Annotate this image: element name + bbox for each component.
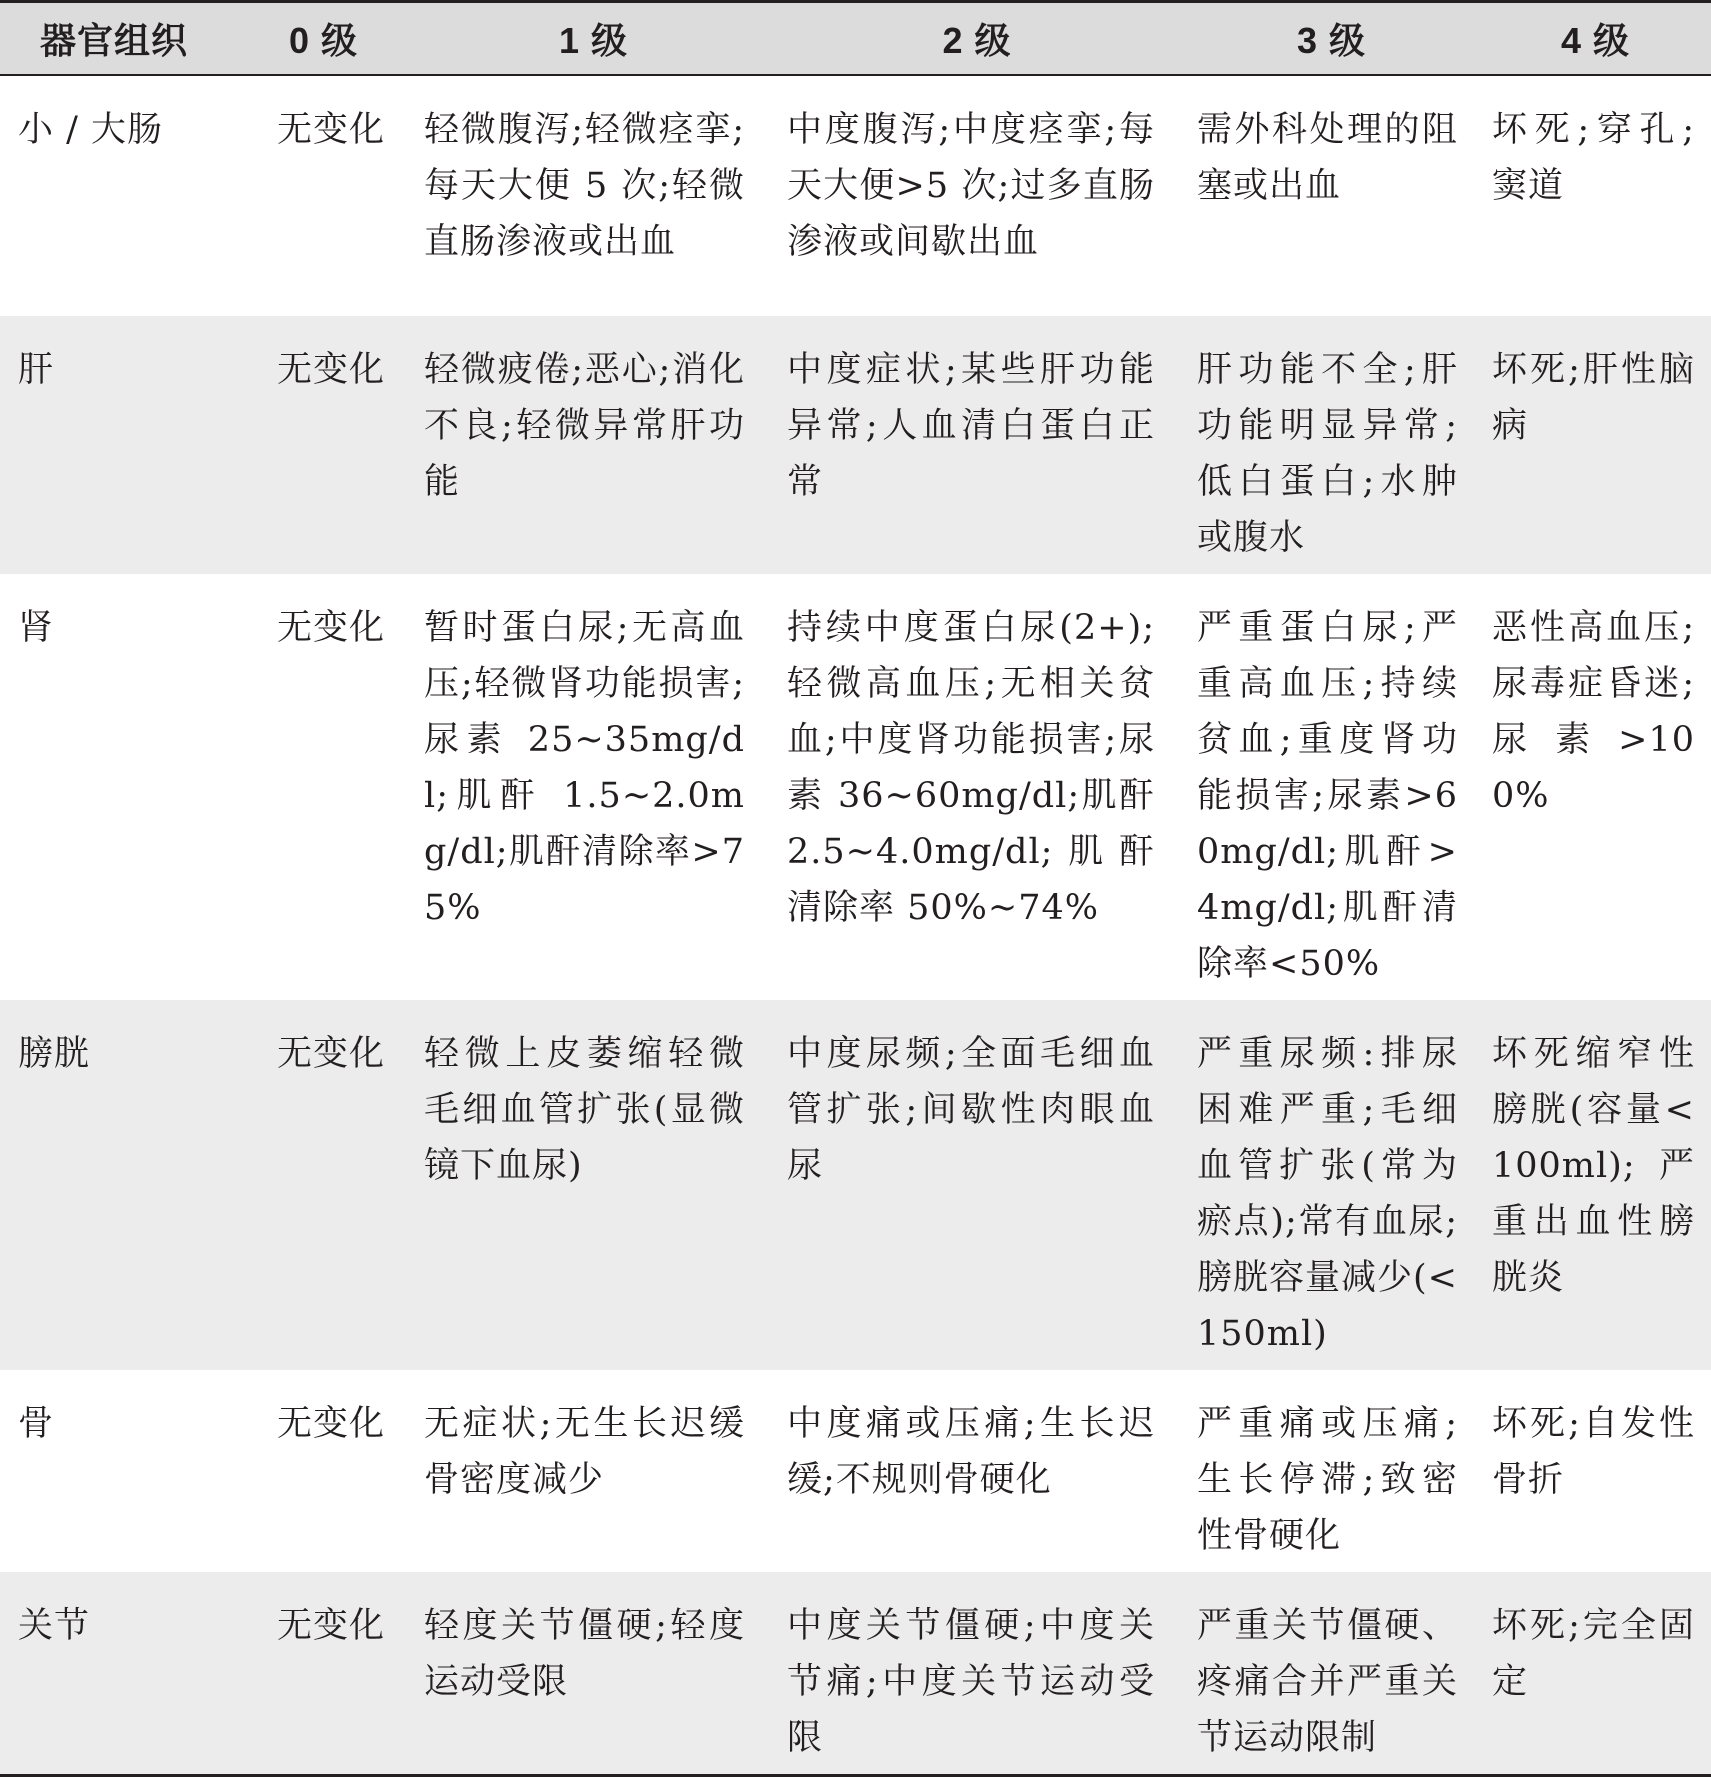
grade-2-cell: 中度症状;某些肝功能异常;人血清白蛋白正常 (787, 349, 1155, 502)
grade-4-cell: 坏死缩窄性膀胱(容量<100ml);严重出血性膀胱炎 (1492, 1033, 1695, 1298)
organ-cell: 肝 (18, 349, 55, 390)
table-body (0, 75, 1711, 1776)
grade-0-cell: 无变化 (277, 1605, 386, 1646)
grade-4-cell: 坏死;自发性骨折 (1492, 1403, 1695, 1500)
grade-4-cell: 坏死;穿孔;窦道 (1492, 109, 1695, 206)
grade-2-cell: 中度关节僵硬;中度关节痛;中度关节运动受限 (787, 1605, 1155, 1758)
organ-cell: 肾 (18, 607, 55, 648)
grade-1-cell: 轻微腹泻;轻微痉挛;每天大便 5 次;轻微直肠渗液或出血 (424, 109, 745, 262)
table-row (0, 1572, 1711, 1776)
organ-cell: 小 / 大肠 (18, 109, 164, 150)
organ-cell: 关节 (18, 1605, 91, 1646)
grade-0-cell: 无变化 (277, 1403, 386, 1444)
header-row (0, 2, 1711, 75)
table-row (0, 75, 1711, 316)
grade-3-cell: 需外科处理的阻塞或出血 (1197, 109, 1458, 206)
table-row (0, 1000, 1711, 1370)
grade-1-cell: 轻微上皮萎缩轻微毛细血管扩张(显微镜下血尿) (424, 1033, 745, 1186)
header-organ: 器官组织 (40, 19, 189, 61)
grade-0-cell: 无变化 (277, 349, 386, 390)
header-grade-1: 1 级 (558, 19, 629, 61)
grade-2-cell: 持续中度蛋白尿(2+);轻微高血压;无相关贫血;中度肾功能损害;尿素 36~60mg/dl;肌酐 2.5~4.0mg/dl;肌酐清除率 50%~74% (787, 607, 1155, 928)
organ-cell: 骨 (18, 1403, 55, 1444)
grade-4-cell: 恶性高血压;尿毒症昏迷;尿素>100% (1492, 607, 1695, 816)
grade-1-cell: 暂时蛋白尿;无高血压;轻微肾功能损害;尿素 25~35mg/dl;肌酐 1.5~2.0mg/dl;肌酐清除率>75% (424, 607, 745, 928)
grade-1-cell: 无症状;无生长迟缓骨密度减少 (424, 1403, 745, 1500)
grade-0-cell: 无变化 (277, 607, 386, 648)
grade-2-cell: 中度痛或压痛;生长迟缓;不规则骨硬化 (787, 1403, 1155, 1500)
header-grade-0: 0 级 (288, 19, 359, 61)
grade-3-cell: 严重蛋白尿;严重高血压;持续贫血;重度肾功能损害;尿素>60mg/dl;肌酐>4mg/dl;肌酐清除率<50% (1197, 607, 1458, 984)
grade-3-cell: 肝功能不全;肝功能明显异常;低白蛋白;水肿或腹水 (1197, 349, 1458, 558)
grade-0-cell: 无变化 (277, 109, 386, 150)
grade-0-cell: 无变化 (277, 1033, 386, 1074)
grade-2-cell: 中度尿频;全面毛细血管扩张;间歇性肉眼血尿 (787, 1033, 1155, 1186)
grade-1-cell: 轻微疲倦;恶心;消化不良;轻微异常肝功能 (424, 349, 745, 502)
header-grade-4: 4 级 (1560, 19, 1631, 61)
table-row (0, 1370, 1711, 1572)
grade-4-cell: 坏死;完全固定 (1492, 1605, 1695, 1702)
header-grade-2: 2 级 (942, 19, 1012, 61)
grade-4-cell: 坏死;肝性脑病 (1492, 349, 1695, 446)
grade-1-cell: 轻度关节僵硬;轻度运动受限 (424, 1605, 745, 1702)
table-row (0, 574, 1711, 1000)
grade-3-cell: 严重痛或压痛;生长停滞;致密性骨硬化 (1197, 1403, 1458, 1556)
grade-3-cell: 严重尿频:排尿困难严重;毛细血管扩张(常为瘀点);常有血尿;膀胱容量减少(<150ml) (1197, 1033, 1458, 1354)
header-grade-3: 3 级 (1296, 19, 1367, 61)
table-header (0, 2, 1711, 75)
organ-cell: 膀胱 (18, 1033, 91, 1074)
grade-2-cell: 中度腹泻;中度痉挛;每天大便>5 次;过多直肠渗液或间歇出血 (787, 109, 1155, 262)
table-row (0, 316, 1711, 574)
grade-3-cell: 严重关节僵硬、疼痛合并严重关节运动限制 (1197, 1605, 1458, 1758)
